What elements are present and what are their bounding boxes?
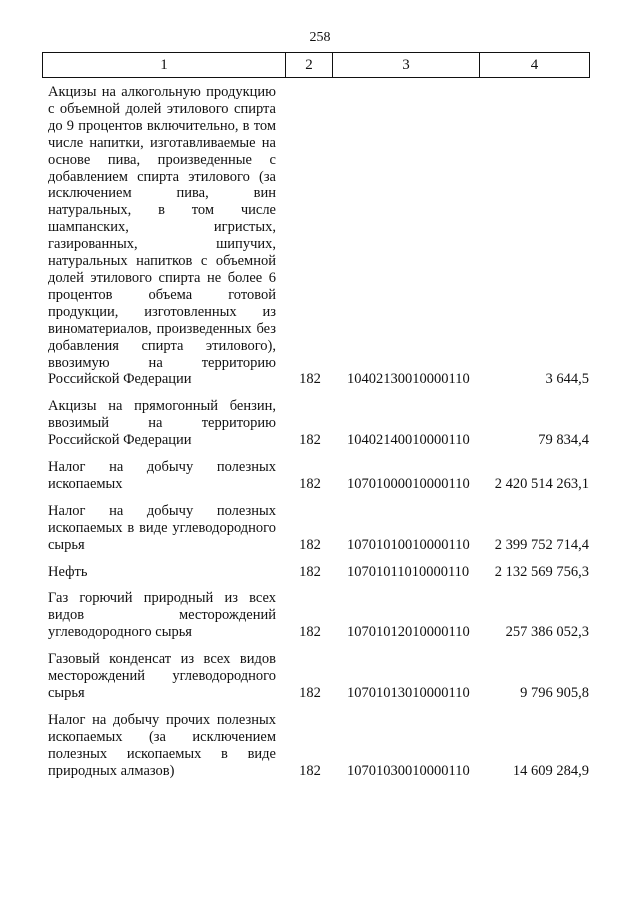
page-number: 258 — [309, 30, 331, 45]
row-admin-code: 182 — [299, 371, 321, 388]
table-row — [0, 590, 640, 641]
table-body — [0, 84, 640, 790]
row-amount: 79 834,4 — [538, 432, 589, 449]
table-row — [0, 564, 640, 581]
table-row — [0, 84, 640, 388]
row-admin-code: 182 — [299, 762, 321, 779]
header-col-4: 4 — [530, 56, 539, 73]
header-col-1: 1 — [43, 53, 286, 77]
row-admin-code: 182 — [299, 432, 321, 449]
row-admin-code: 182 — [299, 685, 321, 701]
row-amount: 2 420 514 263,1 — [494, 475, 589, 492]
row-amount: 2 399 752 714,4 — [494, 536, 589, 553]
row-budget-code: 10402140010000110 — [347, 432, 470, 449]
row-name: Налог на добычу полезных ископаемых в виде углеводородного сырья — [48, 502, 276, 553]
row-admin-code: 182 — [299, 624, 321, 641]
row-budget-code: 10701030010000110 — [347, 762, 470, 779]
row-amount: 14 609 284,9 — [512, 762, 589, 779]
row-admin-code: 182 — [299, 563, 321, 580]
row-budget-code: 10701012010000110 — [347, 624, 470, 641]
row-name: Налог на добычу полезных ископаемых — [48, 459, 276, 492]
row-name: Газ горючий природный из всех видов месторождений углеводородного сырья — [48, 590, 276, 641]
row-admin-code: 182 — [299, 475, 321, 492]
row-budget-code: 10701010010000110 — [347, 536, 470, 553]
header-col-3: 3 — [333, 53, 480, 77]
table-row — [0, 503, 640, 554]
table-row — [0, 459, 640, 493]
row-name: Налог на добычу прочих полезных ископаемых (за исключением полезных ископаемых в виде природных алмазов) — [48, 711, 276, 779]
header-col-2: 2 — [286, 53, 333, 77]
table-row — [0, 398, 640, 449]
row-budget-code: 10402130010000110 — [347, 371, 470, 388]
row-amount: 257 386 052,3 — [505, 624, 589, 641]
row-budget-code: 10701013010000110 — [347, 685, 470, 701]
row-name: Газовый конденсат из всех видов месторождений углеводородного сырья — [48, 651, 276, 701]
row-budget-code: 10701011010000110 — [347, 563, 470, 580]
row-name: Нефть — [48, 563, 88, 580]
row-amount: 9 796 905,8 — [520, 685, 589, 701]
row-budget-code: 10701000010000110 — [347, 475, 470, 492]
table-header — [42, 52, 590, 78]
row-name: Акцизы на алкогольную продукцию с объемной долей этилового спирта до 9 процентов включительно, в том числе напитки, изготавливаемые на основе пива, произведенные с добавлением спирта этилового (за исключением пива, вин натуральных, в том числе шампанских, игристых, газированных, шипучих, натуральных напитков с объемной долей этилового спирта не более 6 процентов объема готовой продукции, изготовленных из виноматериалов, произведенных без добавления спирта этилового), ввозимую на территорию Российской Федерации — [48, 84, 276, 388]
table-row — [0, 651, 640, 702]
row-amount: 3 644,5 — [545, 371, 589, 388]
row-amount: 2 132 569 756,3 — [494, 563, 589, 580]
row-name: Акцизы на прямогонный бензин, ввозимый на территорию Российской Федерации — [48, 398, 276, 449]
row-admin-code: 182 — [299, 536, 321, 553]
table-row — [0, 712, 640, 780]
